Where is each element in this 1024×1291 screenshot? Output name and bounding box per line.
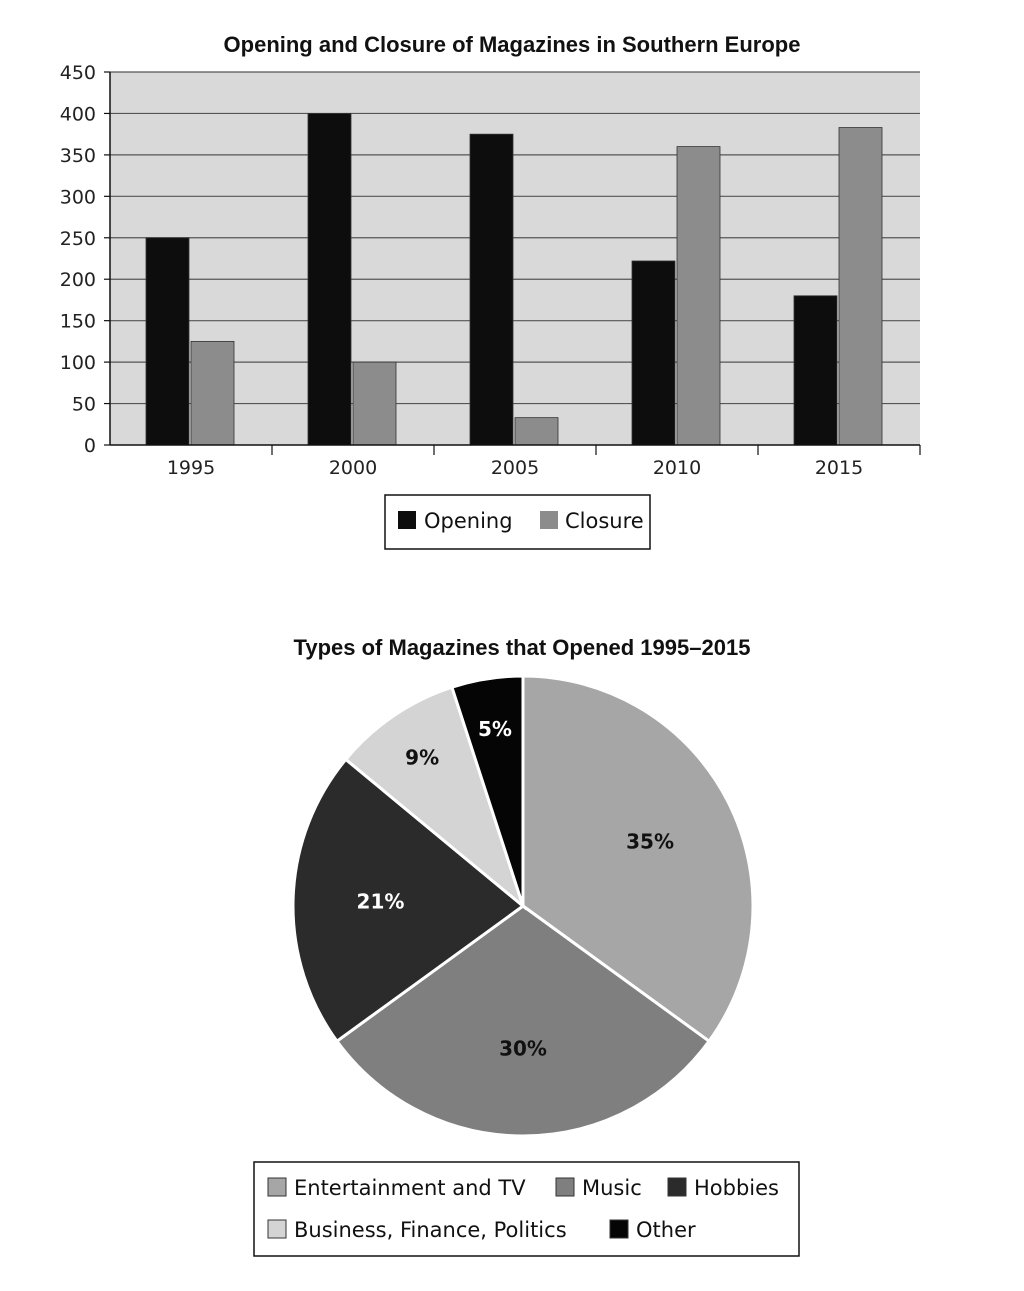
bar-y-tick-label: 350 [59, 144, 96, 167]
bar-y-tick-label: 50 [71, 393, 96, 416]
legend-label-music: Music [582, 1176, 642, 1200]
bar-closure-2000 [353, 362, 396, 445]
bar-closure-2010 [677, 147, 720, 445]
bar-chart [60, 32, 920, 549]
bar-closure-2005 [515, 418, 558, 445]
bar-opening-2005 [470, 134, 513, 445]
legend-label-opening: Opening [424, 509, 513, 533]
pie-label-music: 30% [499, 1036, 547, 1061]
legend-swatch-hobbies [668, 1178, 686, 1196]
legend-label-entertainment-tv: Entertainment and TV [294, 1176, 526, 1200]
bar-opening-2000 [308, 113, 351, 445]
bar-y-tick-label: 0 [83, 435, 96, 457]
bar-y-tick-label: 150 [59, 310, 96, 333]
bar-y-tick-label: 200 [59, 269, 96, 292]
legend-label-hobbies: Hobbies [694, 1176, 779, 1200]
bar-chart-title: Opening and Closure of Magazines in Southern Europe [223, 32, 801, 57]
pie-label-entertainment-and-tv: 35% [626, 829, 674, 854]
bar-y-ticks [60, 62, 110, 457]
legend-swatch-business [268, 1220, 286, 1238]
bar-x-tick-label: 2015 [814, 457, 864, 479]
legend-swatch-opening [398, 511, 416, 529]
bar-y-tick-label: 300 [59, 186, 96, 209]
bar-y-tick-label: 250 [59, 227, 96, 250]
bar-y-tick-label: 100 [59, 352, 96, 375]
pie-label-other: 5% [477, 716, 512, 741]
bar-y-tick-label: 450 [59, 62, 96, 84]
bar-x-tick-label: 2010 [652, 457, 702, 479]
legend-label-closure: Closure [565, 509, 644, 533]
bar-opening-1995 [146, 238, 189, 445]
legend-swatch-closure [540, 511, 558, 529]
pie-label-business-finance-politics: 9% [405, 745, 440, 770]
bar-opening-2015 [794, 296, 837, 445]
bar-x-tick-label: 2005 [490, 457, 540, 479]
bar-y-tick-label: 400 [59, 103, 96, 126]
pie-chart-title: Types of Magazines that Opened 1995–2015 [293, 635, 751, 660]
legend-swatch-entertainment-tv [268, 1178, 286, 1196]
pie-chart [254, 635, 799, 1256]
pie-label-hobbies: 21% [356, 889, 405, 914]
legend-label-business: Business, Finance, Politics [294, 1218, 567, 1242]
bar-closure-1995 [191, 341, 234, 445]
bar-closure-2015 [839, 128, 882, 445]
legend-label-other: Other [636, 1218, 696, 1242]
bar-legend [385, 495, 650, 549]
bar-x-tick-label: 2000 [328, 457, 378, 479]
pie-legend [254, 1162, 799, 1256]
legend-swatch-music [556, 1178, 574, 1196]
legend-swatch-other [610, 1220, 628, 1238]
bar-x-ticks [167, 445, 920, 479]
bar-opening-2010 [632, 261, 675, 445]
bar-x-tick-label: 1995 [166, 457, 216, 479]
